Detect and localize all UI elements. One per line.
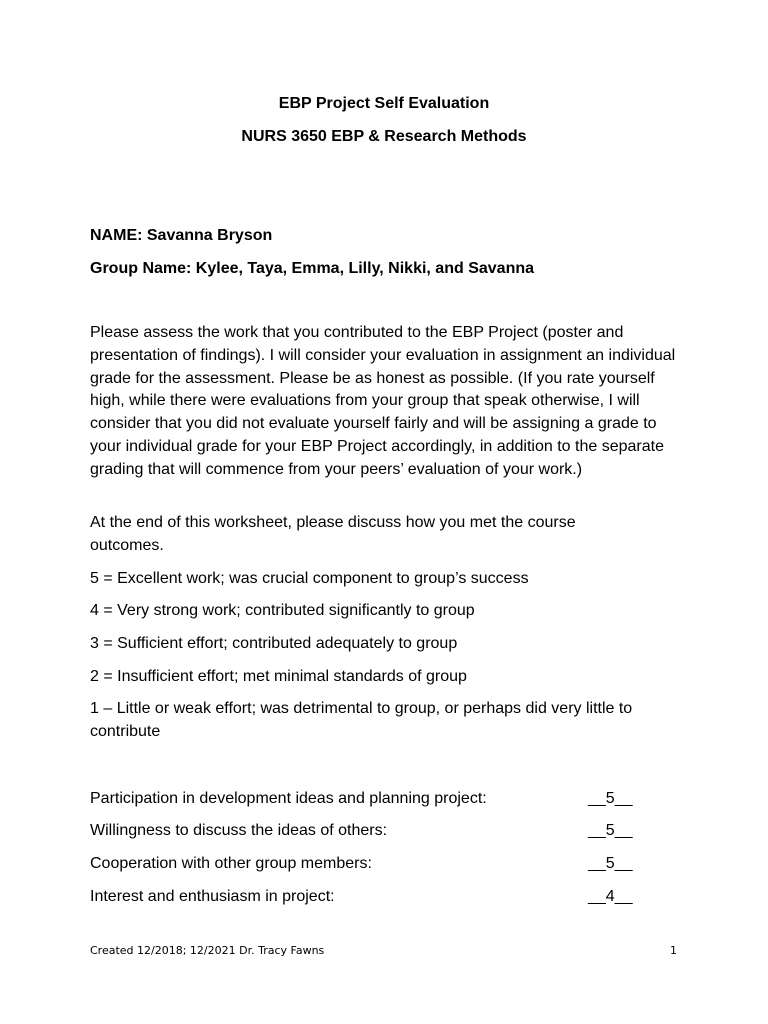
- rating-value-participation: __5__: [588, 790, 633, 807]
- footer-created: Created 12/2018; 12/2021 Dr. Tracy Fawns: [90, 944, 325, 957]
- rating-value-willingness: __5__: [588, 822, 633, 839]
- group-name: Group Name: Kylee, Taya, Emma, Lilly, Nikki, and Savanna: [90, 260, 535, 277]
- rating-label-participation: Participation in development ideas and planning project:: [90, 790, 487, 807]
- rating-label-interest: Interest and enthusiasm in project:: [90, 888, 335, 905]
- scale-item-5: 5 = Excellent work; was crucial component to group’s success: [90, 570, 529, 587]
- rating-label-willingness: Willingness to discuss the ideas of others:: [90, 822, 388, 839]
- document-title: EBP Project Self Evaluation: [278, 95, 490, 112]
- rating-value-cooperation: __5__: [588, 855, 633, 872]
- scale-item-3: 3 = Sufficient effort; contributed adequately to group: [90, 635, 458, 652]
- scale-item-2: 2 = Insufficient effort; met minimal standards of group: [90, 668, 467, 685]
- scale-item-4: 4 = Very strong work; contributed significantly to group: [90, 602, 475, 619]
- rating-label-cooperation: Cooperation with other group members:: [90, 855, 372, 872]
- instructions-paragraph: Please assess the work that you contributed to the EBP Project (poster and presentation of findings). I will consider your evaluation in assignment an individual grade for the assessment. Please be as honest as possible. (If you rate yourself high, while there were evaluations from your group that speak otherwise, I will consider that you did not evaluate yourself fairly and will be assigning a grade to your individual grade for your EBP Project accordingly, in addition to the separate grading that will commence from your peers’ evaluation of your work.): [90, 324, 676, 478]
- rating-value-interest: __4__: [588, 888, 633, 905]
- scale-item-1: 1 – Little or weak effort; was detrimental to group, or perhaps did very little to contribute: [90, 700, 633, 740]
- student-name: NAME: Savanna Bryson: [90, 227, 273, 244]
- course-title: NURS 3650 EBP & Research Methods: [241, 128, 527, 145]
- footer-page-number: 1: [670, 944, 677, 957]
- outcomes-note: At the end of this worksheet, please discuss how you met the course outcomes.: [90, 514, 576, 554]
